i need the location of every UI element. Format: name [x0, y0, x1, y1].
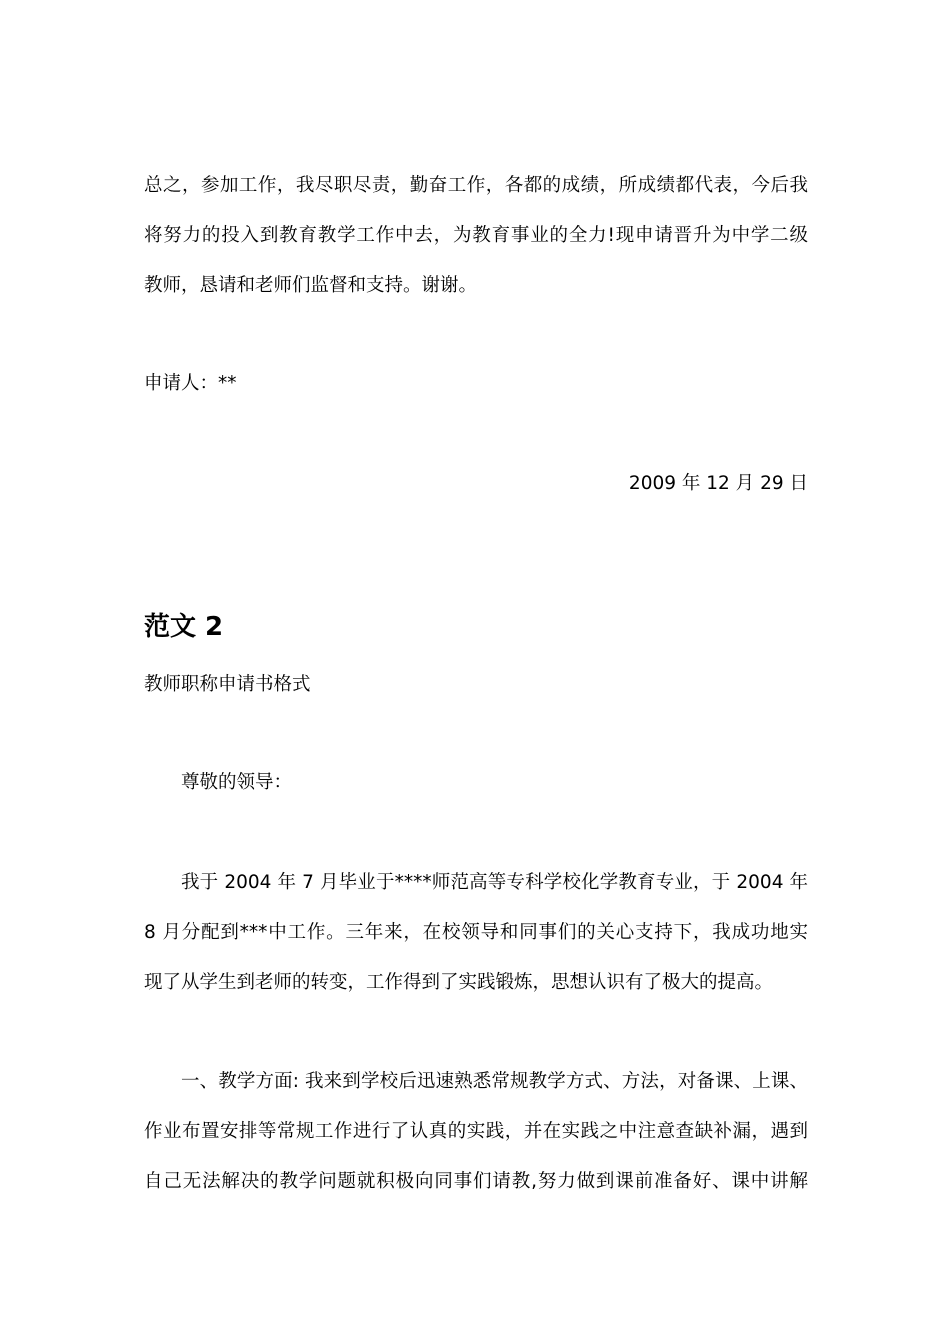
document-title: 教师职称申请书格式: [144, 674, 311, 695]
intro-paragraph-line-1: 我于 2004 年 7 月毕业于****师范高等专科学校化学教育专业，于 2004 年: [181, 872, 808, 893]
closing-paragraph-line-1: 总之，参加工作，我尽职尽责，勤奋工作，各都的成绩，所成绩都代表，今后我: [144, 175, 808, 196]
date-line: 2009 年 12 月 29 日: [628, 473, 808, 494]
closing-paragraph-line-2: 将努力的投入到教育教学工作中去，为教育事业的全力!现申请晋升为中学二级: [144, 225, 808, 246]
intro-paragraph-line-3: 现了从学生到老师的转变，工作得到了实践锻炼，思想认识有了极大的提高。: [144, 972, 774, 993]
intro-paragraph-line-2: 8 月分配到***中工作。三年来，在校领导和同事们的关心支持下，我成功地实: [144, 922, 808, 943]
section-heading: 范文 2: [144, 612, 224, 642]
teaching-paragraph-line-3: 自己无法解决的教学问题就积极向同事们请教,努力做到课前准备好、课中讲解: [144, 1171, 808, 1192]
applicant-line: 申请人：**: [144, 373, 237, 394]
teaching-paragraph-line-2: 作业布置安排等常规工作进行了认真的实践，并在实践之中注意查缺补漏，遇到: [144, 1121, 808, 1142]
salutation: 尊敬的领导：: [181, 772, 293, 793]
teaching-paragraph-line-1: 一、教学方面: 我来到学校后迅速熟悉常规教学方式、方法，对备课、上课、: [181, 1071, 808, 1092]
closing-paragraph-line-3: 教师，恳请和老师们监督和支持。谢谢。: [144, 275, 478, 296]
